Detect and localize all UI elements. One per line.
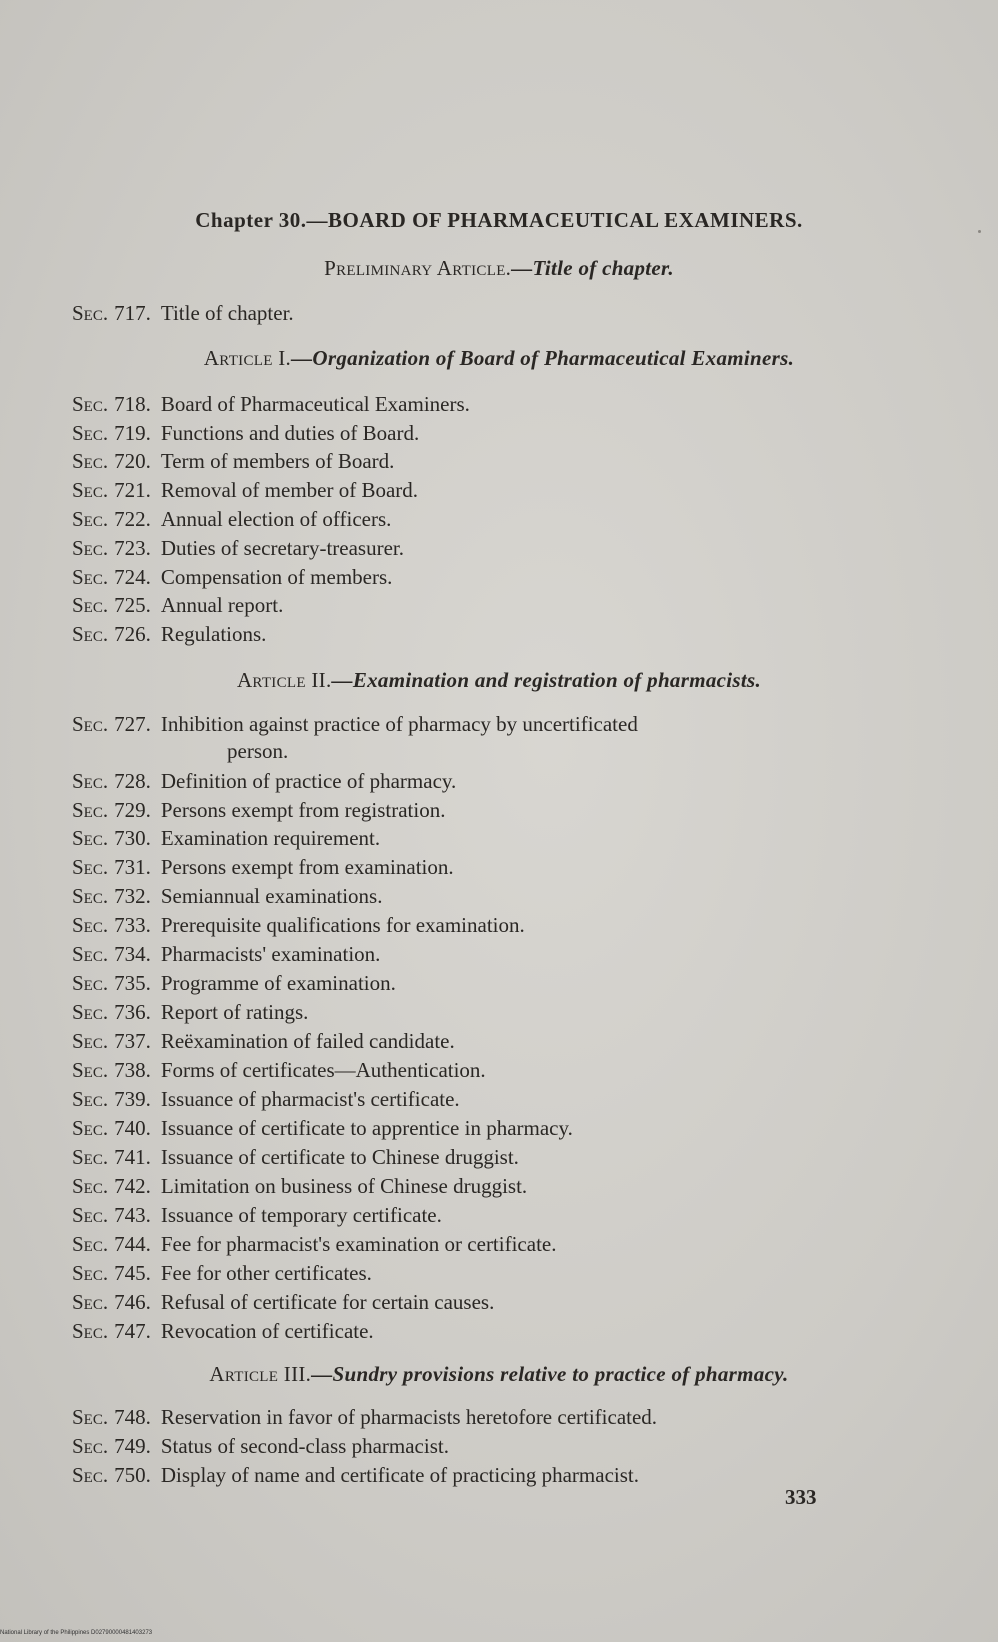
section-label: Sec. [72, 913, 109, 937]
section-label: Sec. [72, 1290, 109, 1314]
section-entry [72, 506, 932, 533]
section-entry [72, 1057, 932, 1084]
section-entry [72, 1289, 932, 1316]
section-entry [72, 854, 932, 881]
section-title: Status of second-class pharmacist. [160, 1434, 449, 1458]
section-label: Sec. [72, 1087, 109, 1111]
section-number: 722. [114, 507, 151, 531]
section-label: Sec. [72, 884, 109, 908]
article-1-heading [0, 346, 998, 371]
page-number: 333 [785, 1485, 817, 1509]
section-title: Term of members of Board. [160, 449, 395, 473]
section-label: Sec. [72, 301, 109, 325]
section-label: Sec. [72, 622, 109, 646]
section-title: Definition of practice of pharmacy. [160, 769, 457, 793]
section-label: Sec. [72, 1261, 109, 1285]
section-title: Removal of member of Board. [160, 478, 419, 502]
article-3-label: Article III. [209, 1362, 312, 1386]
section-entry [72, 391, 932, 418]
section-number: 743. [114, 1203, 151, 1227]
section-number: 717. [114, 301, 151, 325]
section-number: 727. [114, 712, 151, 736]
article-3-title: —Sundry provisions relative to practice of pharmacy. [311, 1362, 789, 1386]
section-number: 744. [114, 1232, 151, 1256]
section-label: Sec. [72, 1145, 109, 1169]
section-label: Sec. [72, 565, 109, 589]
section-entry [72, 1086, 932, 1113]
section-label: Sec. [72, 507, 109, 531]
section-label: Sec. [72, 971, 109, 995]
section-number: 748. [114, 1405, 151, 1429]
section-number: 734. [114, 942, 151, 966]
section-title: Compensation of members. [160, 565, 393, 589]
section-number: 741. [114, 1145, 151, 1169]
section-label: Sec. [72, 1116, 109, 1140]
section-title: Functions and duties of Board. [160, 421, 420, 445]
section-label: Sec. [72, 1463, 109, 1487]
section-title: Persons exempt from examination. [160, 855, 454, 879]
section-number: 730. [114, 826, 151, 850]
section-entry [72, 797, 932, 824]
section-entry [72, 1028, 932, 1055]
section-number: 723. [114, 536, 151, 560]
section-number: 738. [114, 1058, 151, 1082]
section-number: 745. [114, 1261, 151, 1285]
section-title: Display of name and certificate of practicing pharmacist. [160, 1463, 639, 1487]
section-entry [72, 592, 932, 619]
section-number: 721. [114, 478, 151, 502]
section-title: Annual election of officers. [160, 507, 392, 531]
section-entry [72, 883, 932, 910]
section-entry [72, 825, 932, 852]
section-entry [72, 970, 932, 997]
section-entry [72, 711, 932, 738]
section-title: Limitation on business of Chinese druggist. [160, 1174, 528, 1198]
section-title: Board of Pharmaceutical Examiners. [160, 392, 470, 416]
preliminary-article-title: —Title of chapter. [511, 256, 674, 280]
section-entry [72, 1433, 932, 1460]
section-entry [72, 477, 932, 504]
section-title: Forms of certificates—Authentication. [160, 1058, 486, 1082]
section-number: 724. [114, 565, 151, 589]
section-title: Fee for other certificates. [160, 1261, 372, 1285]
section-entry [72, 1202, 932, 1229]
section-number: 719. [114, 421, 151, 445]
section-label: Sec. [72, 1405, 109, 1429]
section-title: Refusal of certificate for certain causes. [160, 1290, 495, 1314]
section-title: Duties of secretary-treasurer. [160, 536, 404, 560]
section-title: Examination requirement. [160, 826, 381, 850]
article-2-title: —Examination and registration of pharmacists. [331, 668, 762, 692]
section-entry [72, 941, 932, 968]
section-label: Sec. [72, 536, 109, 560]
section-label: Sec. [72, 1434, 109, 1458]
section-number: 720. [114, 449, 151, 473]
section-label: Sec. [72, 392, 109, 416]
section-label: Sec. [72, 449, 109, 473]
section-number: 729. [114, 798, 151, 822]
section-title: Reservation in favor of pharmacists heretofore certificated. [160, 1405, 658, 1429]
section-label: Sec. [72, 798, 109, 822]
section-entry [72, 420, 932, 447]
article-3-heading [0, 1362, 998, 1387]
section-entry [72, 564, 932, 591]
section-label: Sec. [72, 1232, 109, 1256]
section-label: Sec. [72, 1174, 109, 1198]
section-title: Issuance of certificate to apprentice in pharmacy. [160, 1116, 573, 1140]
section-entry [72, 1260, 932, 1287]
section-title: Title of chapter. [160, 301, 294, 325]
section-entry [72, 535, 932, 562]
section-entry [72, 1318, 932, 1345]
section-label: Sec. [72, 769, 109, 793]
section-entry [72, 1144, 932, 1171]
preliminary-article-heading [0, 256, 998, 281]
section-label: Sec. [72, 712, 109, 736]
section-title: Inhibition against practice of pharmacy by uncertificated [160, 712, 638, 736]
section-number: 718. [114, 392, 151, 416]
section-title: Issuance of certificate to Chinese druggist. [160, 1145, 519, 1169]
section-label: Sec. [72, 942, 109, 966]
section-label: Sec. [72, 421, 109, 445]
section-number: 736. [114, 1000, 151, 1024]
section-entry [72, 621, 932, 648]
section-number: 746. [114, 1290, 151, 1314]
section-label: Sec. [72, 1319, 109, 1343]
section-title: Pharmacists' examination. [160, 942, 381, 966]
section-number: 733. [114, 913, 151, 937]
section-number: 735. [114, 971, 151, 995]
section-title: Prerequisite qualifications for examination. [160, 913, 525, 937]
section-label: Sec. [72, 478, 109, 502]
section-title: Programme of examination. [160, 971, 396, 995]
section-entry [72, 1404, 932, 1431]
section-label: Sec. [72, 1058, 109, 1082]
section-title: Fee for pharmacist's examination or certificate. [160, 1232, 557, 1256]
section-entry [72, 1115, 932, 1142]
section-title: Issuance of temporary certificate. [160, 1203, 442, 1227]
section-entry [72, 1173, 932, 1200]
section-title: Annual report. [160, 593, 284, 617]
section-number: 739. [114, 1087, 151, 1111]
article-1-label: Article I. [203, 346, 292, 370]
section-entry [72, 912, 932, 939]
section-number: 731. [114, 855, 151, 879]
section-number: 742. [114, 1174, 151, 1198]
section-number: 728. [114, 769, 151, 793]
section-number: 732. [114, 884, 151, 908]
section-number: 726. [114, 622, 151, 646]
section-title: Report of ratings. [160, 1000, 309, 1024]
section-title: Reëxamination of failed candidate. [160, 1029, 455, 1053]
section-entry [72, 448, 932, 475]
section-label: Sec. [72, 1000, 109, 1024]
article-1-title: —Organization of Board of Pharmaceutical Examiners. [291, 346, 795, 370]
section-entry [72, 300, 932, 327]
section-number: 750. [114, 1463, 151, 1487]
section-label: Sec. [72, 1029, 109, 1053]
section-number: 725. [114, 593, 151, 617]
section-number: 749. [114, 1434, 151, 1458]
section-title-continuation: person. [227, 739, 289, 763]
section-number: 740. [114, 1116, 151, 1140]
section-title: Persons exempt from registration. [160, 798, 446, 822]
section-number: 737. [114, 1029, 151, 1053]
section-entry [72, 1231, 932, 1258]
section-title: Issuance of pharmacist's certificate. [160, 1087, 460, 1111]
section-title: Semiannual examinations. [160, 884, 383, 908]
section-label: Sec. [72, 855, 109, 879]
article-2-heading [0, 668, 998, 693]
preliminary-article-label: Preliminary Article. [324, 256, 512, 280]
library-footer-note: National Library of the Philippines D02790000481403273 [0, 1630, 153, 1636]
section-label: Sec. [72, 826, 109, 850]
section-entry [72, 768, 932, 795]
article-2-label: Article II. [236, 668, 332, 692]
section-label: Sec. [72, 1203, 109, 1227]
section-label: Sec. [72, 593, 109, 617]
section-entry [72, 999, 932, 1026]
section-title: Regulations. [160, 622, 267, 646]
chapter-title: Chapter 30.—BOARD OF PHARMACEUTICAL EXAMINERS. [195, 208, 803, 232]
section-title: Revocation of certificate. [160, 1319, 374, 1343]
section-number: 747. [114, 1319, 151, 1343]
